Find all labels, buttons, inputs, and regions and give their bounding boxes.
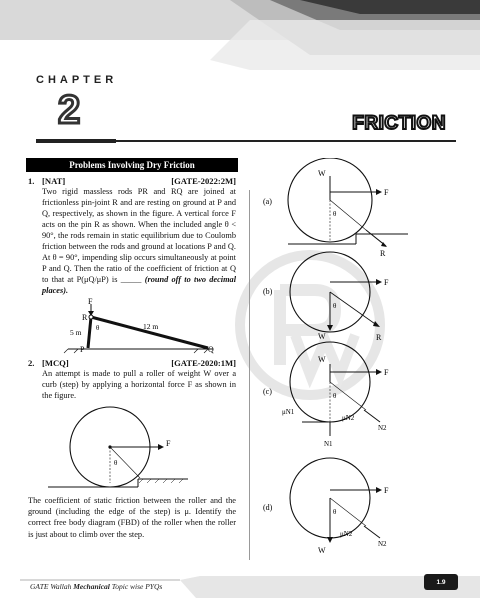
svg-text:N1: N1 [324, 440, 333, 448]
q1-source: [GATE-2022:2M] [171, 176, 236, 186]
header-banner [0, 0, 480, 80]
svg-text:θ: θ [333, 508, 337, 516]
svg-text:(b): (b) [263, 287, 273, 296]
section-title: Problems Involving Dry Friction [26, 158, 238, 172]
q1-type: [NAT] [42, 176, 66, 186]
q1-fig-len-pr: 5 m [70, 328, 82, 338]
q2-source: [GATE-2020:1M] [171, 358, 236, 369]
option-c [263, 342, 389, 448]
q2-fig-F: F [166, 439, 171, 449]
svg-text:F: F [384, 486, 389, 495]
q2-figure [28, 403, 218, 491]
title-rule-accent [36, 139, 116, 143]
left-column [28, 158, 236, 540]
q1-body [28, 186, 236, 296]
q2-number: 2. [28, 358, 35, 369]
svg-text:F: F [384, 188, 389, 197]
q2-fig-theta: θ [114, 459, 118, 468]
svg-text:W: W [318, 355, 326, 364]
svg-text:W: W [318, 332, 326, 341]
svg-text:θ: θ [333, 392, 337, 400]
svg-text:N2: N2 [378, 424, 387, 432]
q1-note: (round off to two decimal places). [42, 275, 237, 296]
q2-body: An attempt is made to pull a roller of weight W over a curb (step) by applying a horizontal force F as shown in the figure. [42, 369, 236, 401]
q2-body-2: The coefficient of static friction between the roller and the ground (including the edge of the step) is μ. Identify the correct free body diagram (FBD) of the roller when the roller is just about to climb over the step. [28, 496, 236, 539]
svg-text:μN2: μN2 [340, 530, 353, 538]
q2-header [28, 358, 236, 368]
svg-text:R: R [380, 249, 386, 258]
svg-text:μN2: μN2 [342, 414, 355, 422]
svg-text:W: W [318, 546, 326, 555]
svg-text:(c): (c) [263, 387, 272, 396]
footer-text: GATE Wallah Mechanical Topic wise PYQs [30, 582, 163, 591]
svg-text:W: W [318, 169, 326, 178]
column-divider [249, 190, 250, 560]
options-figure [258, 158, 468, 578]
option-b [263, 252, 389, 342]
option-a [263, 158, 408, 258]
q1-text: Two rigid massless rods PR and RQ are joined at frictionless pin-joint R and are resting on ground at P and Q, respectively, as shown in the figure. A vertical force F acts on the pin R as shown. When the included angle θ < 90°, the rods remain in static equilibrium due to Coulomb friction between the rods and ground at locations P and Q. At θ = 90°, impending slip occurs simultaneously at point P and Q. Then the ratio of the coefficient of friction at Q to that at P(μQ/μP) is _____ [42, 187, 236, 285]
svg-text:(d): (d) [263, 503, 273, 512]
q1-fig-P: P [80, 345, 85, 355]
q1-fig-theta: θ [96, 324, 100, 333]
q1-fig-R: R [82, 313, 88, 323]
svg-text:F: F [384, 278, 389, 287]
q1-number: 1. [28, 176, 35, 186]
chapter-label: CHAPTER [36, 74, 118, 86]
svg-text:R: R [376, 333, 382, 342]
svg-text:μN1: μN1 [282, 408, 295, 416]
q1-fig-F: F [88, 298, 93, 307]
page-number: 1.9 [424, 574, 458, 590]
q1-fig-Q: Q [208, 345, 214, 355]
q1-fig-len-rq: 12 m [143, 322, 159, 332]
svg-text:θ: θ [333, 210, 337, 218]
q2-type: [MCQ] [42, 358, 69, 369]
svg-text:F: F [384, 368, 389, 377]
option-d [263, 458, 389, 555]
svg-text:N2: N2 [378, 540, 387, 548]
q1-header [28, 176, 236, 186]
svg-text:(a): (a) [263, 197, 272, 206]
chapter-number: 2 [58, 88, 81, 132]
chapter-title: FRICTION [352, 113, 446, 134]
svg-text:θ: θ [333, 302, 337, 310]
q1-figure [58, 298, 218, 354]
